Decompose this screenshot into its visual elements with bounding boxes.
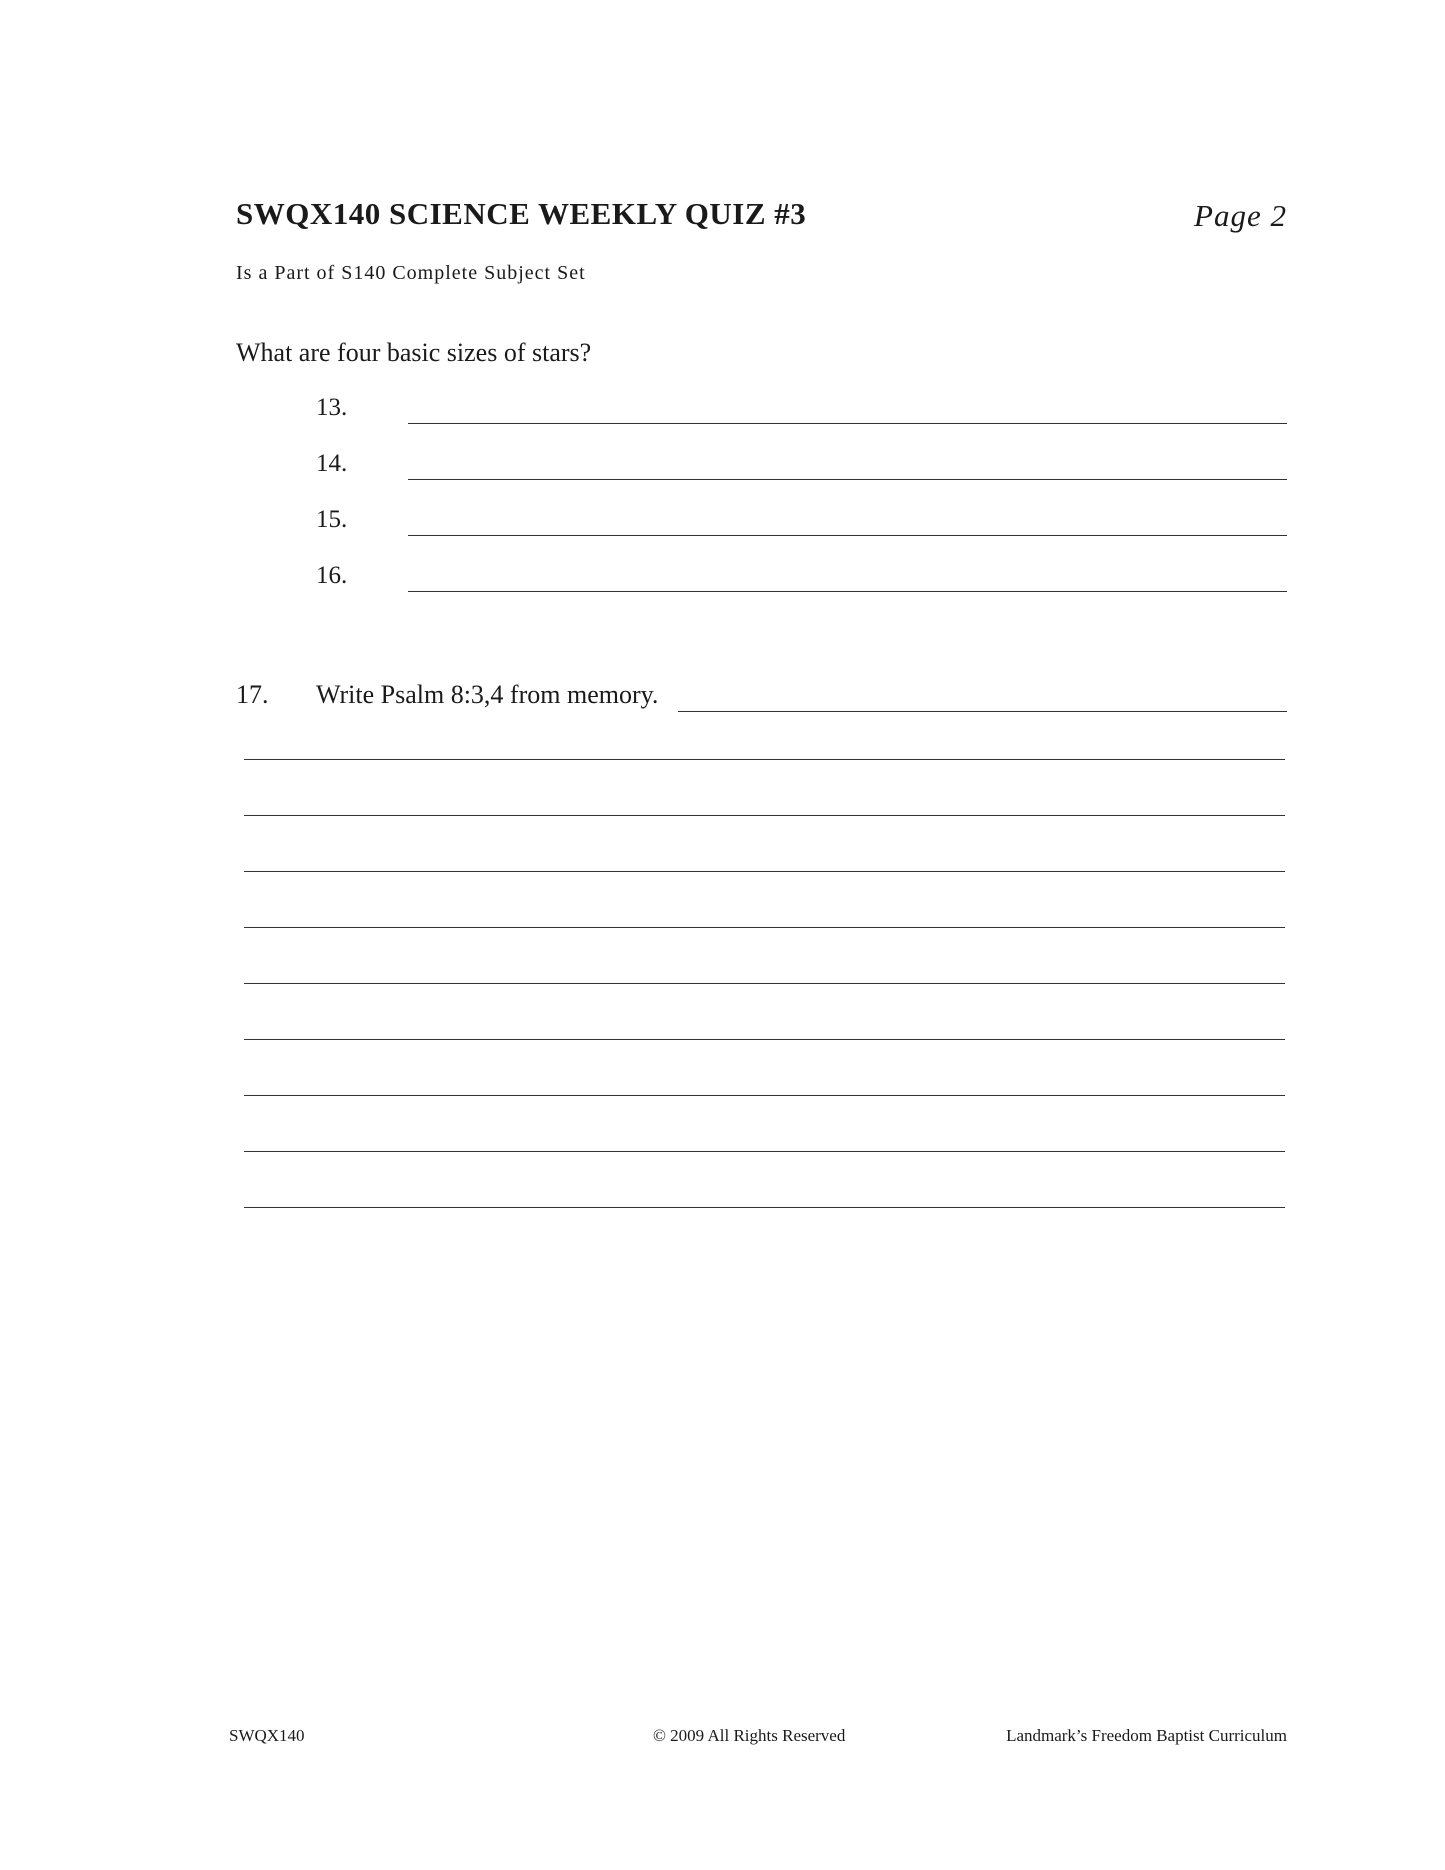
writing-line-2[interactable] xyxy=(244,815,1285,816)
writing-line-8[interactable] xyxy=(244,1151,1285,1152)
answer-row-14[interactable] xyxy=(316,440,1287,480)
answer-number: 13. xyxy=(316,394,348,421)
answer-row-16[interactable] xyxy=(316,552,1287,592)
quiz-title: SWQX140 SCIENCE WEEKLY QUIZ #3 xyxy=(236,196,807,231)
writing-line-9[interactable] xyxy=(244,1207,1285,1208)
writing-line-1[interactable] xyxy=(244,759,1285,760)
subtitle: Is a Part of S140 Complete Subject Set xyxy=(236,262,586,284)
answer-blank-line[interactable] xyxy=(408,535,1287,536)
writing-line-6[interactable] xyxy=(244,1039,1285,1040)
question-number: 17. xyxy=(236,680,269,709)
question-star-sizes: What are four basic sizes of stars? xyxy=(236,338,592,367)
footer-code: SWQX140 xyxy=(229,1726,305,1745)
answer-number: 15. xyxy=(316,506,348,533)
writing-line-4[interactable] xyxy=(244,927,1285,928)
question-psalm-prompt: Write Psalm 8:3,4 from memory. xyxy=(316,680,659,709)
footer-publisher: Landmark’s Freedom Baptist Curriculum xyxy=(1006,1726,1287,1745)
answer-blank-line[interactable] xyxy=(408,423,1287,424)
question-17-row[interactable] xyxy=(236,672,1287,712)
answer-blank-line[interactable] xyxy=(678,711,1287,712)
answer-row-15[interactable] xyxy=(316,496,1287,536)
writing-line-7[interactable] xyxy=(244,1095,1285,1096)
answer-blank-line[interactable] xyxy=(408,591,1287,592)
answer-blank-line[interactable] xyxy=(408,479,1287,480)
answer-number: 14. xyxy=(316,450,348,477)
writing-line-3[interactable] xyxy=(244,871,1285,872)
answer-number: 16. xyxy=(316,562,348,589)
page-number: Page 2 xyxy=(1194,198,1287,233)
footer-copyright: © 2009 All Rights Reserved xyxy=(653,1726,846,1745)
answer-row-13[interactable] xyxy=(316,384,1287,424)
writing-line-5[interactable] xyxy=(244,983,1285,984)
